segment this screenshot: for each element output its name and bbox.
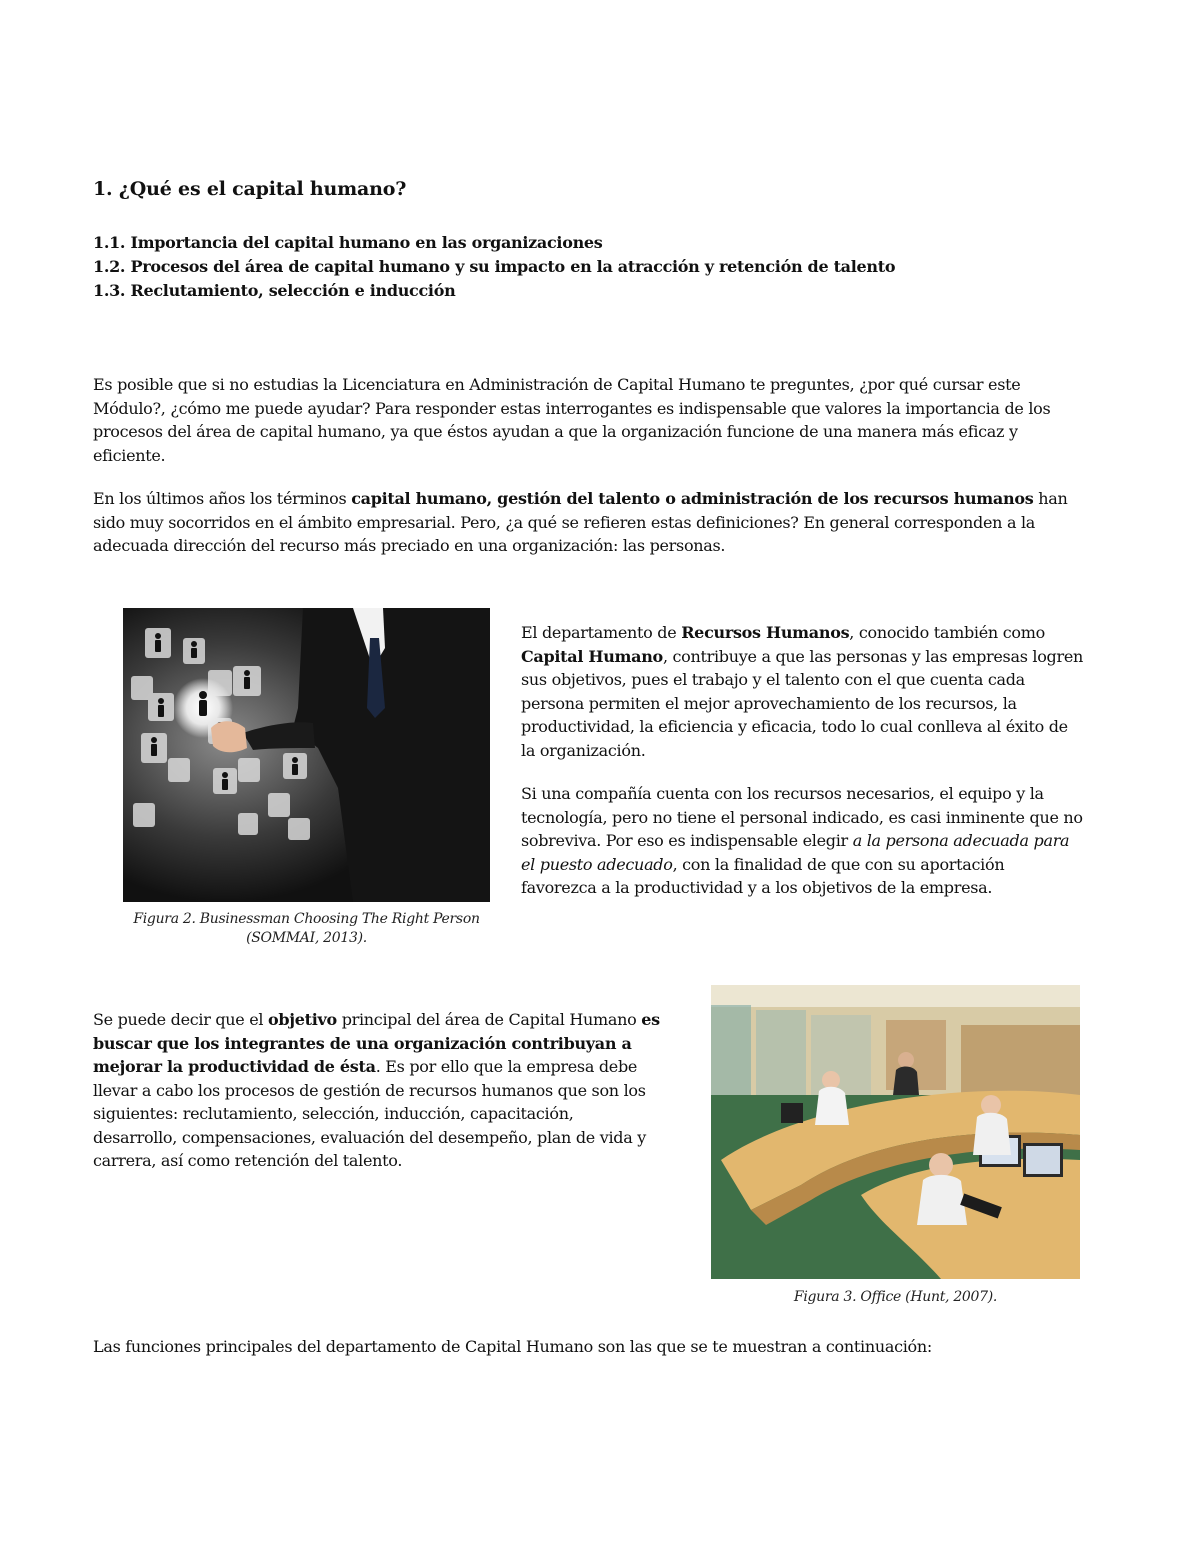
company-line: tecnología, pero no tiene el personal indicado, es casi inminente que no: [521, 807, 1083, 827]
rh-line: productividad, la eficiencia y eficacia, todo lo cual conlleva al éxito de: [521, 717, 1068, 736]
company-line: [521, 829, 1121, 853]
terms-line: [93, 487, 1103, 511]
figure-3-caption: Figura 3. Office (Hunt, 2007).: [793, 1289, 998, 1305]
intro-paragraph: [93, 373, 1103, 467]
caption-line: (SOMMAI, 2013).: [246, 930, 367, 946]
subsection-1-2: 1.2. Procesos del área de capital humano y su impacto en la atracción y retención de talento: [93, 257, 896, 276]
objective-line: [93, 1032, 693, 1056]
text-span: , con la finalidad de que con su aportación: [672, 854, 1005, 874]
company-line: favorezca a la productividad y a los objetivos de la empresa.: [521, 878, 993, 897]
text-span: sobreviva. Por eso es indispensable elegir: [521, 831, 853, 850]
bold-term: es: [641, 1010, 660, 1029]
text-span: principal del área de Capital Humano: [336, 1010, 642, 1029]
objective-line: [93, 1008, 693, 1032]
text-span: , conocido también como: [849, 623, 1045, 642]
terms-line: sido muy socorridos en el ámbito empresarial. Pero, ¿a qué se refieren estas definiciones? En general corresponden a la: [93, 512, 1036, 532]
objective-line: llevar a cabo los procesos de gestión de recursos humanos que son los: [93, 1080, 646, 1100]
bold-term: objetivo: [268, 1010, 337, 1029]
bold-term: mejorar la productividad de ésta: [93, 1057, 376, 1076]
company-line: Si una compañía cuenta con los recursos necesarios, el equipo y la: [521, 784, 1044, 803]
objective-paragraph: [93, 1008, 693, 1173]
text-span: . Es por ello que la empresa debe: [375, 1057, 638, 1076]
company-paragraph: [521, 782, 1121, 900]
rh-line: [521, 645, 1121, 669]
bold-terms: capital humano, gestión del talento o administración de los recursos humanos: [351, 489, 1034, 508]
intro-line: procesos del área de capital humano, ya que éstos ayudan a que la organización funcione de una manera más eficaz y: [93, 422, 1018, 441]
terms-paragraph: [93, 487, 1103, 558]
rh-line: persona permiten el mejor aprovechamiento de los recursos, la: [521, 693, 1017, 713]
objective-line: desarrollo, compensaciones, evaluación del desempeño, plan de vida y: [93, 1127, 646, 1147]
italic-span: el puesto adecuado: [521, 854, 673, 874]
figure-2-image: [123, 608, 490, 902]
rh-line: sus objetivos, pues el trabajo y el talento con el que cuenta cada: [521, 670, 1025, 689]
bold-term: Capital Humano: [521, 646, 663, 666]
intro-line: Módulo?, ¿cómo me puede ayudar? Para responder estas interrogantes es indispensable que valores la importancia de los: [93, 398, 1051, 418]
subsection-1-3: 1.3. Reclutamiento, selección e inducción: [93, 281, 456, 300]
rh-paragraph: [521, 621, 1121, 762]
text-span: , contribuye a que las personas y las empresas logren: [662, 646, 1084, 666]
objective-line: siguientes: reclutamiento, selección, inducción, capacitación,: [93, 1104, 574, 1123]
figure-3-image: [711, 985, 1080, 1279]
objective-line: carrera, así como retención del talento.: [93, 1151, 403, 1170]
figure-2-caption: [123, 910, 490, 948]
section-title: 1. ¿Qué es el capital humano?: [93, 178, 407, 200]
rh-line: la organización.: [521, 740, 646, 760]
objective-line: [93, 1055, 693, 1079]
italic-span: a la persona adecuada para: [852, 831, 1070, 850]
intro-line: Es posible que si no estudias la Licenciatura en Administración de Capital Humano te preguntes, ¿por qué cursar este: [93, 375, 1021, 394]
closing-paragraph: Las funciones principales del departamento de Capital Humano son las que se te muestran a continuación:: [93, 1337, 932, 1356]
intro-line: eficiente.: [93, 445, 166, 465]
bold-term: buscar que los integrantes de una organización contribuyan a: [93, 1033, 632, 1053]
office-photo-illustration: [711, 985, 1080, 1279]
text-span: Se puede decir que el: [93, 1010, 269, 1029]
rh-line: [521, 621, 1121, 645]
subsection-1-1: 1.1. Importancia del capital humano en las organizaciones: [93, 233, 603, 252]
company-line: [521, 853, 1121, 877]
text-span: En los últimos años los términos: [93, 489, 352, 508]
text-span: han: [1033, 489, 1068, 508]
terms-line: adecuada dirección del recurso más preciado en una organización: las personas.: [93, 536, 726, 555]
text-span: El departamento de: [521, 623, 682, 642]
bold-term: Recursos Humanos: [681, 623, 850, 642]
businessman-illustration: [123, 608, 490, 902]
caption-line: Figura 2. Businessman Choosing The Right Person: [133, 911, 480, 927]
